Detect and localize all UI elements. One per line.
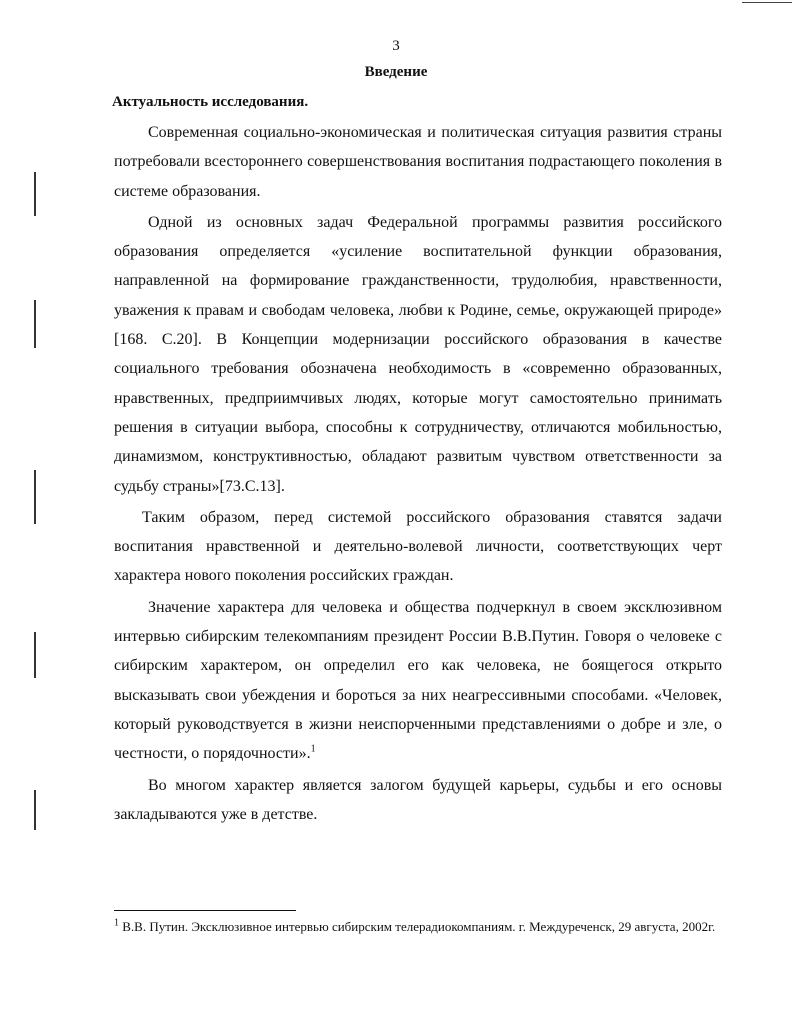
footnote	[114, 918, 722, 935]
margin-mark	[34, 790, 36, 830]
section-subtitle: Актуальность исследования.	[112, 94, 309, 110]
page-number: 3	[392, 38, 400, 54]
footnote-reference[interactable]: 1	[310, 743, 316, 755]
body-text	[114, 118, 722, 829]
paragraph: Таким образом, перед системой российского образования ставятся задачи воспитания нравственной и деятельно-волевой личности, соответствующих черт характера нового поколения российских граждан.	[114, 508, 722, 585]
scan-edge-line	[742, 2, 792, 3]
margin-mark	[34, 632, 36, 678]
binding-margin-marks	[28, 0, 48, 1024]
section-title: Введение	[364, 64, 428, 80]
margin-mark	[34, 470, 36, 524]
margin-mark	[34, 172, 36, 216]
footnote-marker: 1	[114, 917, 119, 929]
paragraph	[114, 593, 722, 769]
paragraph: Современная социально-экономическая и политическая ситуация развития страны потребовали всестороннего совершенствования воспитания подрастающего поколения в системе образования.	[114, 124, 722, 200]
paragraph: Во многом характер является залогом будущей карьеры, судьбы и его основы закладываются уже в детстве.	[114, 776, 722, 823]
footnote-text: В.В. Путин. Эксклюзивное интервью сибирским телерадиокомпаниям. г. Междуреченск, 29 августа, 2002г.	[119, 919, 716, 934]
paragraph-text: Значение характера для человека и общества подчеркнул в своем эксклюзивном интервью сибирским телекомпаниям президент России В.В.Путин. Говоря о человеке с сибирским характером, он определил его как человека, не боящегося открыто высказывать свои убеждения и бороться за них неагрессивными способами. «Человек, который руководствуется в жизни неиспорченными представлениями о добре и зле, о честности, о порядочности».	[114, 598, 722, 763]
margin-mark	[34, 300, 36, 348]
footnote-separator	[114, 910, 296, 911]
paragraph: Одной из основных задач Федеральной программы развития российского образования определяется «усиление воспитательной функции образования, направленной на формирование гражданственности, трудолюбия, нравственности, уважения к правам и свободам человека, любви к Родине, семье, окружающей природе» [168. С.20]. В Концепции модернизации российского образования в качестве социального требования обозначена необходимость в «современно образованных, нравственных, предприимчивых людях, которые могут самостоятельно принимать решения в ситуации выбора, способны к сотрудничеству, отличаются мобильностью, динамизмом, конструктивностью, обладают развитым чувством ответственности за судьбу страны»[73.С.13].	[114, 213, 722, 495]
